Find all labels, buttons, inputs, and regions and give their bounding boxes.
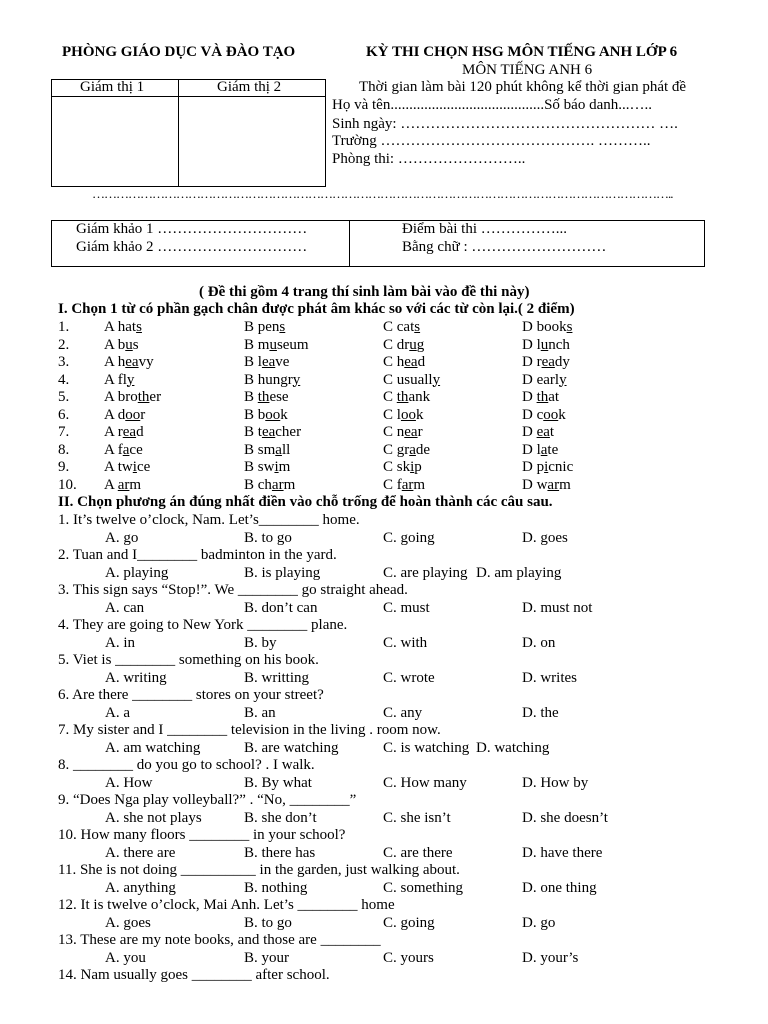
answer-option-c: C. something (383, 879, 464, 896)
question-text: 13. These are my note books, and those are ________ (58, 932, 381, 948)
question-text: 2. Tuan and I________ badminton in the yard. (58, 547, 337, 563)
answer-option-b: B. your (244, 949, 289, 966)
answer-option-a: A. can (105, 599, 145, 616)
question-text: 4. They are going to New York ________ plane. (58, 617, 348, 633)
option-b: B small (244, 441, 291, 458)
answer-option-a: A. goes (105, 914, 151, 931)
item-number: 10. (58, 476, 77, 493)
section-1-title: I. Chọn 1 từ có phần gạch chân được phát âm khác so với các từ còn lại.( 2 điểm) (58, 301, 575, 317)
question-text: 8. ________ do you go to school? . I walk. (58, 757, 315, 773)
option-b: B charm (244, 476, 296, 493)
option-d: D early (522, 371, 567, 388)
option-d: D eat (522, 424, 555, 440)
dob-line: Sinh ngày: …………………………………………… …. (332, 116, 678, 132)
exam-time: Thời gian làm bài 120 phút không kể thời gian phát đề (359, 79, 687, 95)
option-b: B book (244, 406, 288, 423)
answer-option-b: B. writting (244, 669, 310, 686)
score-words-field: Bằng chữ : ……………………… (402, 239, 607, 255)
option-c: C drug (383, 336, 425, 353)
question-text: 3. This sign says “Stop!”. We ________ go straight ahead. (58, 582, 408, 598)
answer-option-a: A. am watching (105, 739, 201, 756)
answer-option-d: D. goes (522, 529, 568, 546)
answer-option-c: C. going (383, 529, 435, 546)
answer-option-a: A. anything (105, 879, 176, 896)
option-d: D warm (522, 476, 571, 493)
answer-option-a: A. she not plays (105, 809, 202, 826)
answer-option-d: D. the (522, 704, 559, 721)
option-c: C farm (383, 476, 426, 493)
examiner-table-divider (349, 220, 350, 266)
option-b: B swim (244, 459, 291, 475)
answer-option-c: C. with (383, 634, 428, 651)
answer-option-c: C. yours (383, 949, 434, 966)
answer-option-d: D. go (522, 914, 556, 931)
answer-option-d: D. must not (522, 599, 593, 616)
answer-option-c: C. are there (383, 844, 453, 861)
answer-option-b: B. By what (244, 774, 312, 791)
option-a: A heavy (104, 354, 154, 370)
answer-option-d: D. watching (476, 739, 550, 756)
exam-subject: MÔN TIẾNG ANH 6 (462, 62, 593, 78)
answer-option-c: C. going (383, 914, 435, 931)
option-a: A face (104, 441, 143, 458)
option-d: D ready (522, 354, 570, 370)
answer-option-c: C. any (383, 704, 423, 721)
section-2-title: II. Chọn phương án đúng nhất điền vào chỗ trống để hoàn thành các câu sau. (58, 494, 553, 510)
question-text: 7. My sister and I ________ television in the living . room now. (58, 722, 441, 738)
answer-option-a: A. How (105, 774, 153, 791)
department-title: PHÒNG GIÁO DỤC VÀ ĐÀO TẠO (62, 44, 296, 60)
question-text: 5. Viet is ________ something on his book. (58, 652, 319, 668)
answer-option-b: B. are watching (244, 739, 339, 756)
exam-title: KỲ THI CHỌN HSG MÔN TIẾNG ANH LỚP 6 (366, 44, 678, 60)
option-c: C cats (383, 319, 421, 335)
item-number: 4. (58, 371, 70, 388)
option-c: C usually (383, 371, 441, 388)
option-c: C grade (383, 441, 431, 458)
question-text: 1. It’s twelve o’clock, Nam. Let’s________ home. (58, 512, 360, 528)
answer-option-b: B. don’t can (244, 599, 318, 616)
examiner-2: Giám khảo 2 ………………………… (76, 239, 308, 255)
proctor-table-divider (51, 96, 325, 97)
answer-option-d: D. on (522, 634, 556, 651)
answer-option-d: D. writes (522, 669, 577, 686)
option-a: A twice (104, 459, 151, 475)
question-text: 12. It is twelve o’clock, Mai Anh. Let’s ________ home (58, 897, 395, 913)
name-line: Họ và tên.........................................Số báo danh...….. (332, 97, 652, 113)
answer-option-a: A. there are (105, 844, 176, 861)
answer-option-d: D. she doesn’t (522, 809, 608, 826)
answer-option-d: D. am playing (476, 564, 562, 581)
question-text: 11. She is not doing __________ in the garden, just walking about. (58, 862, 460, 878)
option-a: A hats (104, 319, 142, 335)
option-d: D books (522, 319, 573, 335)
answer-option-d: D. have there (522, 844, 603, 861)
option-d: D late (522, 441, 559, 458)
option-a: A bus (104, 336, 139, 353)
question-text: 9. “Does Nga play volleyball?” . “No, ________” (58, 792, 357, 808)
answer-option-b: B. she don’t (244, 809, 317, 826)
option-d: D that (522, 389, 560, 405)
answer-option-a: A. playing (105, 564, 169, 581)
answer-option-c: C. must (383, 599, 430, 616)
option-a: A door (104, 406, 146, 423)
option-b: B leave (244, 354, 290, 370)
item-number: 2. (58, 336, 70, 353)
item-number: 9. (58, 459, 70, 475)
answer-option-b: B. by (244, 634, 277, 651)
score-field: Điểm bài thi ……………... (402, 221, 567, 237)
answer-option-b: B. to go (244, 529, 292, 546)
option-b: B museum (244, 336, 309, 353)
option-c: C thank (383, 389, 431, 405)
cut-line: ……………………………………………………………………………………………………………………………….. (92, 186, 673, 201)
school-line: Trường ……………………………………. ……….. (332, 133, 651, 149)
item-number: 5. (58, 389, 70, 405)
answer-option-b: B. is playing (244, 564, 321, 581)
option-b: B teacher (244, 424, 302, 440)
option-d: D cook (522, 406, 566, 423)
answer-option-d: D. How by (522, 774, 589, 791)
answer-option-a: A. a (105, 704, 130, 721)
item-number: 8. (58, 441, 70, 458)
option-c: C skip (383, 459, 422, 475)
option-d: D picnic (522, 459, 574, 475)
answer-option-c: C. wrote (383, 669, 435, 686)
item-number: 7. (58, 424, 70, 440)
exam-note: ( Đề thi gồm 4 trang thí sinh làm bài vào đề thi này) (199, 284, 530, 300)
question-text: 6. Are there ________ stores on your street? (58, 687, 324, 703)
proctor-1-label: Giám thị 1 (80, 79, 145, 95)
proctor-2-label: Giám thị 2 (217, 79, 282, 95)
answer-option-b: B. to go (244, 914, 292, 931)
option-a: A fly (104, 371, 135, 388)
answer-option-b: B. there has (244, 844, 316, 861)
answer-option-a: A. you (105, 949, 146, 966)
question-text: 10. How many floors ________ in your school? (58, 827, 346, 843)
answer-option-c: C. she isn’t (383, 809, 451, 826)
answer-option-d: D. your’s (522, 949, 579, 966)
answer-option-c: C. How many (383, 774, 467, 791)
item-number: 1. (58, 319, 70, 335)
examiner-1: Giám khảo 1 ………………………… (76, 221, 308, 237)
proctor-table-column-divider (178, 79, 179, 186)
answer-option-a: A. writing (105, 669, 167, 686)
option-b: B hungry (244, 371, 301, 388)
answer-option-a: A. go (105, 529, 139, 546)
answer-option-b: B. an (244, 704, 276, 721)
answer-option-c: C. are playing (383, 564, 468, 581)
option-a: A arm (104, 476, 142, 493)
answer-option-a: A. in (105, 634, 135, 651)
option-c: C head (383, 354, 426, 370)
answer-option-d: D. one thing (522, 879, 597, 896)
item-number: 3. (58, 354, 70, 370)
option-a: A read (104, 424, 144, 440)
answer-option-b: B. nothing (244, 879, 308, 896)
question-text: 14. Nam usually goes ________ after school. (58, 967, 330, 983)
option-c: C near (383, 424, 423, 440)
option-a: A brother (104, 389, 162, 405)
option-b: B these (244, 389, 289, 405)
item-number: 6. (58, 406, 70, 423)
option-d: D lunch (522, 336, 570, 353)
room-line: Phòng thi: …………………….. (332, 151, 526, 167)
option-c: C look (383, 406, 424, 423)
answer-option-c: C. is watching (383, 739, 470, 756)
option-b: B pens (244, 319, 286, 335)
